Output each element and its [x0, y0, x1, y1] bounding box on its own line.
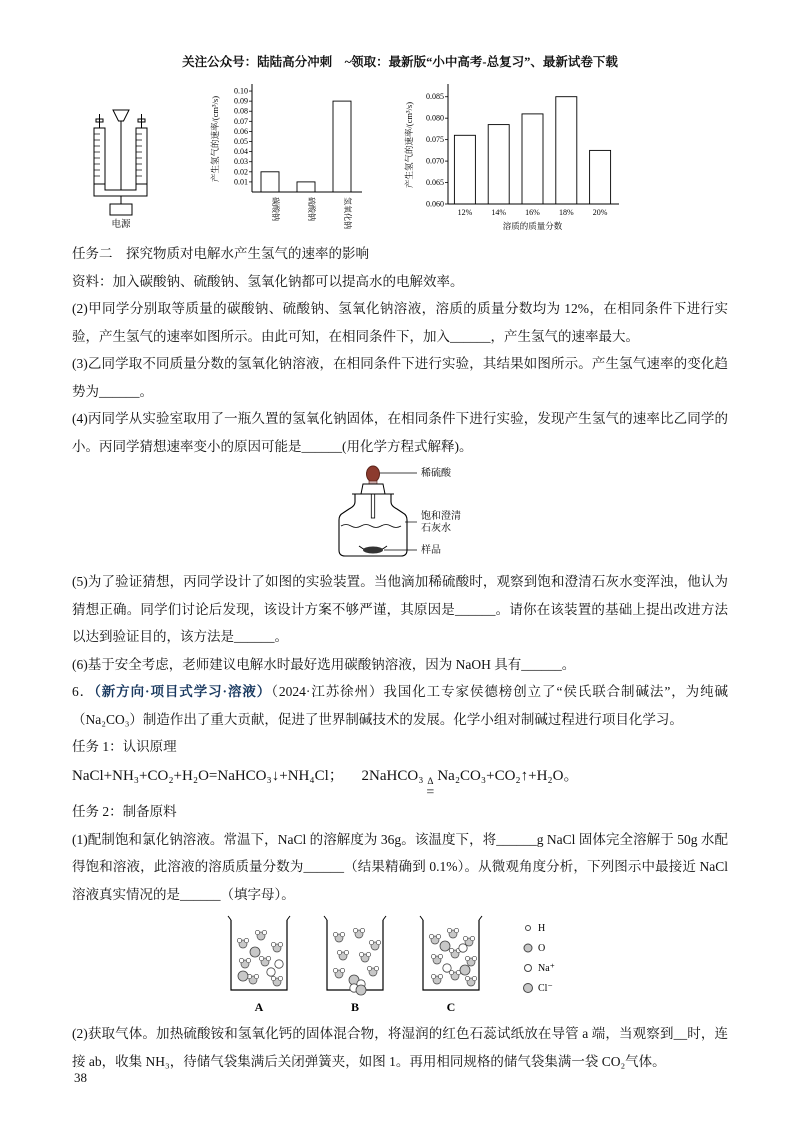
svg-text:0.06: 0.06	[234, 126, 248, 136]
equation-2	[361, 767, 579, 800]
limewater-label-2: 石灰水	[421, 523, 451, 534]
paragraph-1: (1)配制饱和氯化钠溶液。常温下，NaCl 的溶解度为 36g。该温度下，将______g NaCl 固体完全溶解于 50g 水配得饱和溶液，此溶液的溶质质量分数为______（结果精确到 0.1%）。从微观角度分析，下列图示中最接近 NaCl 溶液真实情况的是______（填字母）。	[72, 831, 728, 902]
na-ion-icon	[525, 965, 532, 972]
stopper	[361, 484, 385, 494]
svg-text:0.09: 0.09	[234, 96, 248, 106]
beaker-label-a: A	[254, 1000, 264, 1015]
delta-symbol: Δ	[427, 776, 434, 787]
svg-text:0.08: 0.08	[234, 106, 248, 116]
flask-apparatus-figure	[295, 464, 505, 564]
svg-text:0.075: 0.075	[426, 135, 444, 145]
svg-text:0.02: 0.02	[234, 167, 248, 177]
particle-legend	[524, 923, 555, 994]
task1-label: 任务 1：认识原理	[72, 739, 177, 754]
info-line: 资料：加入碳酸钠、硫酸钠、氢氧化钠都可以提高水的电解效率。	[72, 273, 464, 289]
equals-sign: =	[426, 785, 435, 800]
h-atom-icon	[526, 926, 531, 931]
svg-text:0.03: 0.03	[234, 157, 248, 167]
o-atom-icon	[524, 944, 532, 952]
svg-text:碳酸钠: 碳酸钠	[271, 197, 280, 221]
svg-text:溶质的质量分数: 溶质的质量分数	[502, 221, 563, 231]
sample-blob	[363, 547, 383, 554]
beaker-B	[324, 916, 386, 1014]
question-2: (2)甲同学分别取等质量的碳酸钠、硫酸钠、氢氧化钠溶液，溶质的质量分数均为 12%，在相同条件下进行实验，产生氢气的速率如图所示。由此可知，在相同条件下，加入______，产生氢气的速率最大。	[72, 301, 728, 344]
beaker-C	[420, 916, 482, 1014]
right-tube	[136, 128, 147, 184]
svg-text:0.10: 0.10	[234, 86, 248, 96]
question-5: (5)为了验证猜想，丙同学设计了如图的实验装置。当他滴加稀硫酸时，观察到饱和澄清石灰水变浑浊，他认为猜想正确。同学们讨论后发现，该设计方案不够严谨，其原因是______。请你在该装置的基础上提出改进方法以达到验证目的，该方法是______。	[72, 574, 728, 644]
svg-text:0.05: 0.05	[234, 137, 248, 147]
legend-cl-label: Cl⁻	[538, 983, 553, 995]
svg-text:20%: 20%	[592, 208, 608, 217]
limewater-surface	[341, 525, 401, 528]
paragraph-2: (2)获取气体。加热硫酸铵和氢氧化钙的固体混合物，将湿润的红色石蕊试纸放在导管 a 端，当观察到__时，连接 ab，收集 NH₃，待储气袋集满后关闭弹簧夹，如图 1。再用相同规格的储气袋集满一袋 CO₂气体。	[72, 1026, 728, 1069]
task2-heading: 任务二 探究物质对电解水产生氢气的速率的影响	[72, 246, 369, 261]
bar-chart-substances	[208, 80, 368, 232]
equation-2-left: 2NaHCO₃	[361, 767, 424, 784]
problem-6-text: （2024·江苏徐州）我国化工专家侯德榜创立了“侯氏联合制碱法”，为纯碱（Na₂CO₃）制造作出了重大贡献，促进了世界制碱技术的发展。化学小组对制碱过程进行项目化学习。	[72, 684, 728, 727]
svg-text:0.070: 0.070	[426, 156, 444, 166]
equation-2-right: Na₂CO₃+CO₂↑+H₂O。	[437, 767, 579, 784]
equation-1: NaCl+NH₃+CO₂+H₂O=NaHCO₃↓+NH₄Cl；	[72, 767, 344, 784]
left-tube	[94, 128, 105, 184]
svg-text:0.065: 0.065	[426, 178, 444, 188]
svg-text:氢氧化钠: 氢氧化钠	[343, 197, 352, 229]
acid-label: 稀硫酸	[421, 468, 451, 479]
page-header: 关注公众号：陆陆高分冲刺 ~领取：最新版“小中高考-总复习”、最新试卷下载	[182, 55, 618, 69]
legend-o-label: O	[538, 943, 546, 955]
flask-figure-wrap	[72, 464, 728, 564]
legend-na-label: Na⁺	[538, 963, 555, 975]
document-body	[0, 232, 800, 1075]
svg-text:0.085: 0.085	[426, 92, 444, 102]
page-number: 38	[74, 1070, 87, 1085]
svg-text:12%: 12%	[457, 208, 473, 217]
svg-text:产生氢气的速率/(cm³/s): 产生氢气的速率/(cm³/s)	[404, 101, 414, 189]
equation-line	[72, 761, 728, 799]
legend-h-label: H	[538, 923, 546, 935]
limewater-label-1: 饱和澄清	[421, 511, 461, 522]
svg-text:产生氢气的速率/(cm³/s): 产生氢气的速率/(cm³/s)	[210, 95, 220, 183]
power-label: 电源	[111, 220, 131, 230]
delta-over-equals	[426, 778, 434, 799]
beaker-figure-wrap	[72, 912, 728, 1016]
tube-scale-marks	[94, 134, 142, 176]
sample-label: 样品	[421, 545, 441, 556]
question-4: (4)丙同学从实验室取用了一瓶久置的氢氧化钠固体，在相同条件下进行实验，发现产生氢气的速率比乙同学的小。丙同学猜想速率变小的原因可能是______(用化学方程式解释)。	[72, 411, 728, 454]
cl-ion-icon	[524, 984, 533, 993]
funnel	[113, 110, 129, 121]
svg-text:16%: 16%	[525, 208, 540, 217]
dropper-bulb	[367, 466, 380, 482]
problem-6-tag: （新方向·项目式学习·溶液）	[94, 684, 272, 699]
svg-text:18%: 18%	[558, 208, 574, 217]
question-6: (6)基于安全考虑，老师建议电解水时最好选用碳酸钠溶液，因为 NaOH 具有______。	[72, 656, 576, 672]
problem-6-number: 6．	[72, 684, 95, 699]
svg-text:0.04: 0.04	[234, 147, 248, 157]
bar-chart-concentration	[402, 80, 627, 232]
svg-text:0.01: 0.01	[234, 177, 248, 187]
task2b-label: 任务 2：制备原料	[72, 804, 177, 820]
svg-text:0.07: 0.07	[234, 116, 248, 126]
svg-text:0.060: 0.060	[426, 199, 444, 209]
question-3: (3)乙同学取不同质量分数的氢氧化钠溶液，在相同条件下进行实验，其结果如图所示。产生氢气速率的变化趋势为______。	[72, 356, 728, 399]
beaker-label-c: C	[446, 1000, 456, 1015]
svg-text:14%: 14%	[491, 208, 507, 217]
beaker-A	[228, 916, 290, 1014]
svg-text:0.080: 0.080	[426, 113, 444, 123]
battery-box	[110, 204, 132, 215]
beaker-label-b: B	[350, 1000, 360, 1015]
beaker-diagrams-figure	[220, 912, 580, 1016]
electrolysis-apparatus-figure	[72, 106, 190, 232]
top-figures-row	[72, 80, 800, 232]
svg-text:硫酸钠: 硫酸钠	[307, 197, 316, 221]
problem-6	[72, 678, 728, 733]
